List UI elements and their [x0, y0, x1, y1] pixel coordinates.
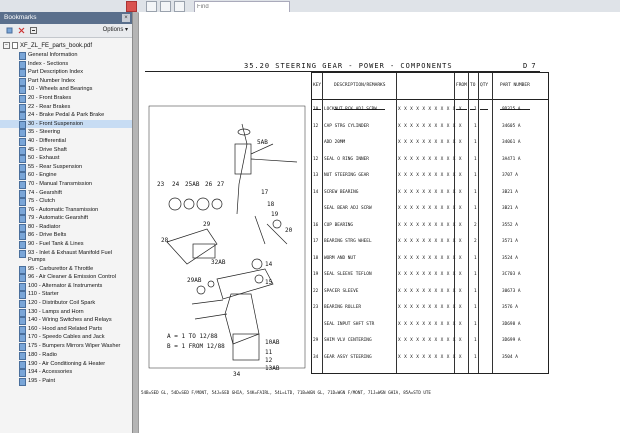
row-key: 17: [313, 239, 319, 244]
bookmarks-header: [0, 12, 132, 24]
row-model-marks: X X X X X X X X X X X: [398, 321, 462, 327]
svg-text:25AB: 25AB: [185, 181, 200, 188]
bookmark-label: 22 - Rear Brakes: [28, 103, 71, 110]
bookmark-item[interactable]: [0, 103, 132, 112]
row-key: 12: [313, 156, 319, 162]
row-part-number: 3552 A: [502, 222, 518, 228]
close-panel-icon[interactable]: ×: [122, 14, 130, 22]
row-key: 13: [313, 173, 319, 178]
bookmark-label: 175 - Bumpers Mirrors Wiper Washer: [28, 343, 121, 349]
svg-text:20: 20: [285, 227, 293, 234]
bookmark-item[interactable]: [0, 189, 132, 198]
row-part-number: 34061 A: [502, 140, 521, 145]
row-qty: 1: [474, 321, 477, 327]
row-part-number: 3524 A: [502, 255, 518, 261]
bookmark-label: 100 - Alternator & Instruments: [28, 282, 103, 289]
bookmark-item[interactable]: [0, 249, 132, 265]
row-model-marks: X X X X X X X X X X X: [398, 305, 462, 310]
bookmark-label: 160 - Hood and Related Parts: [28, 325, 103, 332]
bookmark-label: 93 - Inlet & Exhaust Manifold Fuel Pumps: [28, 249, 112, 263]
svg-text:10AB: 10AB: [265, 339, 280, 346]
row-description: SEAL BEAR ADJ SCRW: [324, 206, 372, 211]
row-part-number: 30673 A: [502, 288, 521, 294]
bookmark-item[interactable]: [0, 60, 132, 69]
bookmark-label: Part Description Index: [28, 69, 84, 76]
bookmark-item[interactable]: [0, 94, 132, 103]
options-menu[interactable]: Options ▾: [102, 27, 128, 33]
bookmark-root[interactable]: [0, 42, 132, 51]
bookmark-item[interactable]: [0, 171, 132, 180]
bookmark-item[interactable]: [0, 85, 132, 94]
svg-text:23: 23: [157, 181, 165, 188]
bookmark-label: 76 - Automatic Transmission: [28, 206, 99, 213]
row-qty: 1: [474, 206, 477, 211]
bookmark-label: Index - Sections: [28, 60, 69, 67]
pdf-file-icon: [12, 42, 18, 49]
header-from: FROM: [456, 83, 467, 110]
model-footnote: 54B=SED GL, 54D=SED F/MONT, 54J=SED GHIA, 54K=FAIRL, 54L=LTD, 71B=WGN GL, 71D=WGN F/MONT, 71J=WGN GHIA, 85A=STD UTE: [141, 390, 431, 395]
row-key: 22: [313, 288, 319, 294]
row-model-marks: X X X X X X X X X X X: [398, 255, 462, 261]
svg-text:13AB: 13AB: [265, 365, 280, 372]
bookmark-label: General Information: [28, 52, 78, 58]
row-key: 29: [313, 338, 319, 343]
row-part-number: 3C703 A: [502, 272, 521, 277]
row-part-number: 9D325 A: [502, 107, 521, 112]
bookmark-item[interactable]: [0, 325, 132, 334]
row-part-number: 3B21 A: [502, 206, 518, 211]
row-key: 14: [313, 189, 319, 195]
row-qty: 1: [474, 354, 477, 360]
bookmark-item[interactable]: [0, 68, 132, 77]
bookmark-item[interactable]: [0, 51, 132, 60]
row-key: 19: [313, 272, 319, 277]
row-description: SCREW BEARING: [324, 189, 359, 195]
header-qty: QTY: [480, 83, 488, 110]
row-part-number: 3707 A: [502, 173, 518, 178]
header-to: TO: [470, 83, 475, 110]
bookmark-item[interactable]: [0, 231, 132, 240]
bookmark-label: 60 - Engine: [28, 172, 57, 179]
bookmark-item[interactable]: [0, 197, 132, 206]
svg-text:5AB: 5AB: [257, 139, 268, 146]
bookmark-item[interactable]: [0, 214, 132, 223]
col-divider: [396, 73, 397, 373]
callout-34: 34: [233, 371, 241, 378]
bookmark-label: 120 - Distributor Coil Spark: [28, 300, 96, 307]
bookmark-label: 190 - Air Conditioning & Heater: [28, 360, 106, 367]
row-description: CUP BEARING: [324, 222, 354, 228]
close-doc-icon[interactable]: [126, 1, 137, 12]
row-description: ADD 20MM: [324, 140, 346, 145]
bookmark-item[interactable]: [0, 299, 132, 308]
bookmark-item[interactable]: [0, 163, 132, 172]
svg-text:28: 28: [161, 237, 169, 244]
bookmark-label: 45 - Drive Shaft: [28, 146, 67, 153]
expand-bookmark-icon[interactable]: [30, 27, 37, 34]
bookmarks-title: Bookmarks: [4, 14, 37, 21]
bookmark-label: 170 - Speedo Cables and Jack: [28, 334, 105, 341]
bookmark-item[interactable]: [0, 316, 132, 325]
row-key: 23: [313, 305, 319, 310]
bookmark-item[interactable]: [0, 128, 132, 137]
bookmark-label: 40 - Differential: [28, 137, 66, 144]
row-part-number: 3504 A: [502, 354, 518, 360]
row-key: 12: [313, 123, 319, 129]
row-model-marks: X X X X X X X X X X X: [398, 288, 462, 294]
row-model-marks: X X X X X X X X X X X: [398, 173, 462, 178]
svg-text:29AB: 29AB: [187, 277, 202, 284]
row-qty: 1: [474, 173, 477, 178]
svg-text:15: 15: [265, 279, 273, 286]
row-model-marks: X X X X X X X X X X X: [398, 123, 462, 129]
row-key: 18: [313, 255, 319, 261]
bookmark-label: 110 - Starter: [28, 291, 59, 298]
bookmark-label: 30 - Front Suspension: [28, 120, 84, 127]
svg-text:27: 27: [217, 181, 225, 188]
row-model-marks: X X X X X X X X X X X: [398, 222, 462, 228]
bookmark-label: 140 - Wiring Switches and Relays: [28, 317, 112, 324]
diagram-lines: [149, 106, 305, 368]
bookmark-icon: [19, 378, 26, 386]
row-qty: 1: [474, 255, 477, 261]
bookmark-icon: [19, 343, 26, 351]
svg-text:17: 17: [261, 189, 269, 196]
bookmark-label: 95 - Carburettor & Throttle: [28, 265, 94, 272]
row-qty: 1: [474, 189, 477, 195]
row-description: BEARING STRG WHEEL: [324, 239, 372, 244]
svg-text:32AB: 32AB: [211, 259, 226, 266]
legend-a: A = 1 TO 12/88: [167, 333, 218, 340]
svg-text:19: 19: [271, 211, 279, 218]
bookmark-label: 195 - Paint: [28, 377, 56, 384]
row-model-marks: X X X X X X X X X X X: [398, 107, 462, 112]
bookmark-label: 79 - Automatic Gearshift: [28, 215, 89, 222]
bookmark-label: 24 - Brake Pedal & Park Brake: [28, 112, 105, 119]
bookmarks-panel: [0, 12, 133, 433]
bookmark-label: 74 - Gearshift: [28, 189, 62, 196]
collapse-toggle[interactable]: −: [3, 42, 10, 49]
row-part-number: 34605 A: [502, 123, 521, 129]
row-description: SPACER SLEEVE: [324, 288, 359, 294]
row-key: 16: [313, 222, 319, 228]
row-qty: 1: [474, 305, 477, 310]
bookmark-item[interactable]: [0, 333, 132, 342]
header-part-number: PART NUMBER: [500, 83, 530, 110]
bookmark-label: 90 - Fuel Tank & Lines: [28, 241, 84, 248]
row-part-number: 3D698 A: [502, 321, 521, 327]
bookmark-item[interactable]: [0, 146, 132, 155]
row-qty: 2: [474, 222, 477, 228]
row-part-number: 3B21 A: [502, 189, 518, 195]
bookmark-label: 20 - Front Brakes: [28, 94, 72, 101]
row-key: 34: [313, 354, 319, 360]
row-part-number: 3571 A: [502, 239, 518, 244]
col-divider: [492, 73, 493, 373]
bookmark-item[interactable]: [0, 282, 132, 291]
bookmark-item[interactable]: [0, 180, 132, 189]
svg-text:29: 29: [203, 221, 211, 228]
row-model-marks: X X X X X X X X X X X: [398, 140, 462, 145]
header-key: KEY: [313, 83, 321, 110]
bookmark-label: 180 - Radio: [28, 352, 57, 358]
bookmark-label: 130 - Lamps and Horn: [28, 308, 84, 315]
bookmark-item[interactable]: [0, 273, 132, 282]
row-description: SEAL SLEEVE TEFLON: [324, 272, 372, 277]
bookmark-item[interactable]: [0, 342, 132, 351]
bookmark-item[interactable]: [0, 223, 132, 232]
row-model-marks: X X X X X X X X X X X: [398, 272, 462, 277]
row-description: SHIM VLV CENTERING: [324, 338, 372, 343]
bookmark-item[interactable]: [0, 154, 132, 163]
svg-text:18: 18: [267, 201, 275, 208]
row-qty: 1: [474, 123, 477, 129]
col-divider: [478, 73, 479, 373]
row-model-marks: X X X X X X X X X X X: [398, 338, 462, 343]
bookmark-label: 86 - Drive Belts: [28, 232, 67, 239]
bookmark-label: 70 - Manual Transmission: [28, 180, 93, 187]
row-description: CAP STRG CYLINDER: [324, 123, 369, 129]
bookmark-item[interactable]: [0, 120, 132, 129]
row-model-marks: X X X X X X X X X X X: [398, 189, 462, 195]
col-divider: [468, 73, 469, 373]
col-divider: [322, 73, 323, 373]
header-rule: [312, 99, 548, 100]
row-part-number: 3576 A: [502, 305, 518, 310]
bookmark-item[interactable]: [0, 137, 132, 146]
row-qty: 1: [474, 338, 477, 343]
bookmark-item[interactable]: [0, 377, 132, 386]
row-model-marks: X X X X X X X X X X X: [398, 354, 462, 360]
row-qty: 1: [474, 272, 477, 277]
mail-icon[interactable]: [174, 1, 185, 12]
row-qty: 2: [474, 239, 477, 244]
row-description: WORM AND NUT: [324, 255, 356, 261]
row-description: BEARING ROLLER: [324, 305, 362, 310]
bookmark-label: 50 - Exhaust: [28, 155, 60, 162]
bookmark-item[interactable]: [0, 77, 132, 86]
row-model-marks: X X X X X X X X X X X: [398, 239, 462, 244]
new-bookmark-icon[interactable]: [6, 27, 13, 34]
row-model-marks: X X X X X X X X X X X: [398, 206, 462, 211]
bookmark-label: Part Number Index: [28, 77, 75, 84]
svg-text:26: 26: [205, 181, 213, 188]
bookmark-label: 80 - Radiator: [28, 223, 61, 230]
parts-table: [311, 72, 549, 374]
row-qty: 1: [474, 288, 477, 294]
row-qty: 1: [474, 156, 477, 162]
page-title: 35.20 STEERING GEAR - POWER - COMPONENTS: [244, 62, 453, 70]
svg-text:14: 14: [265, 261, 273, 268]
page-number: D 7: [523, 62, 536, 70]
bookmark-item[interactable]: [0, 308, 132, 317]
row-part-number: 3A471 A: [502, 156, 521, 162]
panel-splitter[interactable]: [133, 12, 138, 433]
svg-text:24: 24: [172, 181, 180, 188]
svg-text:12: 12: [265, 357, 273, 364]
bookmark-label: 10 - Wheels and Bearings: [28, 86, 93, 93]
bookmark-item[interactable]: [0, 360, 132, 369]
delete-bookmark-icon[interactable]: [18, 27, 25, 34]
row-part-number: 3D699 A: [502, 338, 521, 343]
bookmark-item[interactable]: [0, 240, 132, 249]
row-qty: 1: [474, 140, 477, 145]
bookmark-item[interactable]: [0, 265, 132, 274]
row-description: GEAR ASSY STEERING: [324, 354, 372, 360]
row-description: NUT STEERING GEAR: [324, 173, 369, 178]
row-model-marks: X X X X X X X X X X X: [398, 156, 462, 162]
row-key: 10: [313, 107, 319, 112]
bookmark-label: 55 - Rear Suspension: [28, 163, 83, 170]
bookmark-item[interactable]: [0, 111, 132, 120]
row-qty: 1: [474, 107, 477, 112]
bookmark-item[interactable]: [0, 368, 132, 377]
bookmark-item[interactable]: [0, 290, 132, 299]
bookmark-label: 96 - Air Cleaner & Emission Control: [28, 274, 116, 281]
bookmark-tree: [0, 38, 132, 385]
row-description: LOCKNUT RCK ADJ SCRW: [324, 107, 377, 112]
bookmark-label: 35 - Steering: [28, 129, 61, 136]
bookmark-item[interactable]: [0, 206, 132, 215]
bookmark-icon: [19, 250, 26, 258]
pdf-page: [139, 12, 620, 433]
header-description: DESCRIPTION/REMARKS: [334, 83, 385, 110]
root-label: XF_ZL_FE_parts_book.pdf: [20, 43, 93, 50]
bookmark-label: 194 - Accessories: [28, 369, 73, 376]
exploded-diagram: [147, 104, 307, 379]
row-description: SEAL INPUT SHFT STR: [324, 321, 375, 327]
print-icon[interactable]: [146, 1, 157, 12]
legend-b: B = 1 FROM 12/88: [167, 343, 225, 350]
bookmarks-toolbar: [0, 24, 132, 38]
row-description: SEAL O RING INNER: [324, 156, 369, 162]
svg-text:11: 11: [265, 349, 273, 356]
bookmark-item[interactable]: [0, 351, 132, 360]
bookmark-label: 75 - Clutch: [28, 198, 56, 205]
save-icon[interactable]: [160, 1, 171, 12]
